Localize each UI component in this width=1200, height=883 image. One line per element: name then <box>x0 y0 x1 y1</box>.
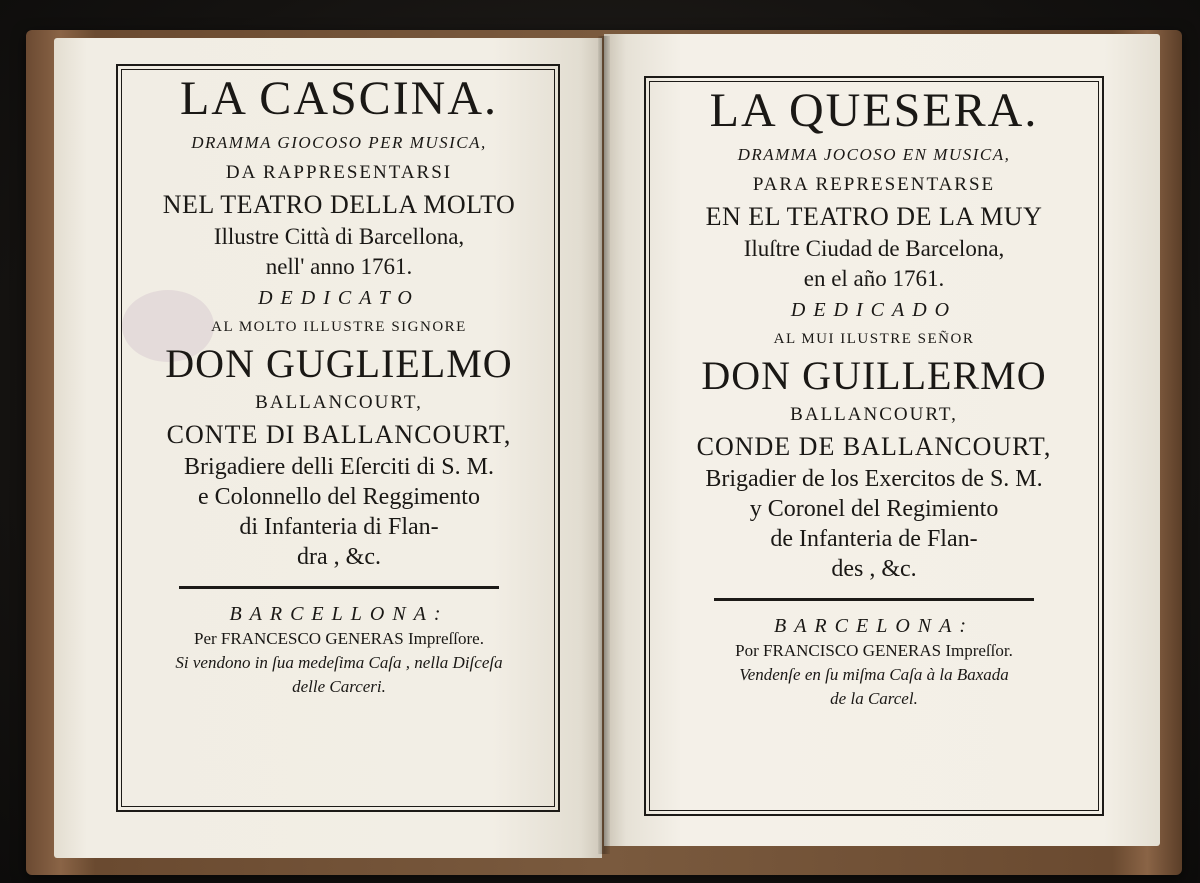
left-line-11: di Infanteria di Flan- <box>239 514 439 540</box>
right-line-6: AL MUI ILUSTRE SEÑOR <box>773 331 975 347</box>
right-title-page <box>646 82 1102 711</box>
left-printer: Per FRANCESCO GENERAS Impreſſore. <box>194 629 484 648</box>
left-line-7: BALLANCOURT, <box>255 392 423 413</box>
left-line-2: DA RAPPRESENTARSI <box>225 162 453 183</box>
right-genre: DRAMMA JOCOSO EN MUSICA, <box>737 145 1011 164</box>
right-line-5: en el año 1761. <box>803 266 945 291</box>
left-line-10: e Colonnello del Reggimento <box>198 484 480 510</box>
left-dedication: DEDICATO <box>258 287 420 309</box>
left-line-4: Illustre Città di Barcellona, <box>213 224 465 249</box>
book-gutter <box>598 36 610 854</box>
right-line-7: BALLANCOURT, <box>790 404 958 425</box>
right-line-2: PARA REPRESENTARSE <box>752 174 996 195</box>
right-line-8: CONDE DE BALLANCOURT, <box>696 432 1052 461</box>
left-line-3: NEL TEATRO DELLA MOLTO <box>162 190 516 219</box>
right-line-11: de Infanteria de Flan- <box>770 526 978 552</box>
right-line-4: Iluſtre Ciudad de Barcelona, <box>743 236 1005 261</box>
right-rule <box>714 598 1034 601</box>
left-city: BARCELLONA: <box>229 603 449 625</box>
right-line-10: y Coronel del Regimiento <box>749 496 999 522</box>
left-rule <box>179 586 499 589</box>
left-line-6: AL MOLTO ILLUSTRE SIGNORE <box>211 319 467 335</box>
left-line-9: Brigadiere delli Eſerciti di S. M. <box>184 454 494 480</box>
left-name: DON GUGLIELMO <box>165 341 513 386</box>
left-title-page <box>110 70 568 699</box>
left-sale-1: Si vendono in ſua medeſima Caſa , nella Diſceſa <box>175 653 503 672</box>
right-dedication: DEDICADO <box>790 299 958 321</box>
right-name: DON GUILLERMO <box>701 353 1047 398</box>
left-sale-2: delle Carceri. <box>292 677 386 696</box>
left-line-12: dra , &c. <box>297 544 381 570</box>
right-city: BARCELONA: <box>774 615 974 637</box>
right-printer: Por FRANCISCO GENERAS Impreſſor. <box>735 641 1013 660</box>
right-sale-2: de la Carcel. <box>830 689 918 708</box>
left-title: LA CASCINA. <box>179 72 499 125</box>
right-line-3: EN EL TEATRO DE LA MUY <box>705 202 1043 231</box>
left-line-8: CONTE DI BALLANCOURT, <box>166 420 512 449</box>
right-sale-1: Vendenſe en ſu miſma Caſa à la Baxada <box>739 665 1009 684</box>
left-line-5: nell' anno 1761. <box>265 254 413 279</box>
left-genre: DRAMMA GIOCOSO PER MUSICA, <box>191 133 487 152</box>
right-line-9: Brigadier de los Exercitos de S. M. <box>705 466 1043 492</box>
right-line-12: des , &c. <box>831 556 917 582</box>
right-title: LA QUESERA. <box>709 84 1039 137</box>
